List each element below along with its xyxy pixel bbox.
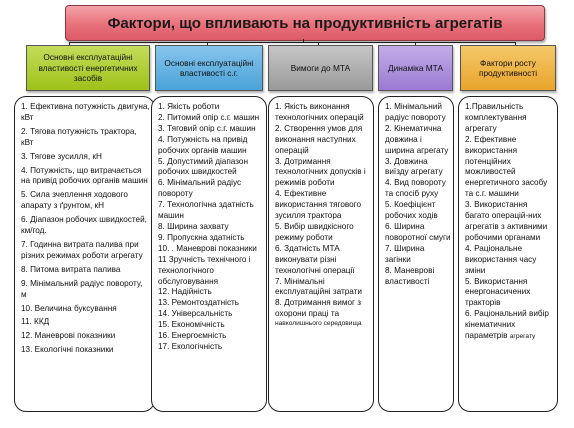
diagram-title: Фактори, що впливають на продуктивність агрегатів	[65, 5, 545, 41]
list-item: 3. Довжина виїзду агрегату	[385, 156, 443, 177]
list-item: 17. Екологічність	[158, 341, 223, 351]
list-item: 4. Вид повороту та спосіб руху	[385, 178, 446, 199]
list-item: 11. ККД	[21, 317, 50, 327]
list-item: 1. Ефективна потужність двигуна, кВт	[21, 102, 150, 122]
list-item: 3. Використання багато операцій-них агрегатів з активними робочими органами	[465, 200, 548, 242]
list-item: навколишнього середовища	[275, 320, 362, 328]
list-item: 5. Вибір швидкісного режиму роботи	[275, 221, 354, 242]
list-item: 2. Ефективне використання потенційних можливостей енергетичного засобу та с.г. машини	[465, 134, 548, 199]
list-item: 6. Діапазон робочих швидкостей, км/год.	[21, 215, 147, 236]
list-item: 2. Створення умов для виконання наступних операцій	[275, 123, 363, 155]
list-item: 13. Екологічні показники	[21, 345, 114, 355]
header-mta-requirements: Вимоги до МТА	[268, 45, 373, 91]
list-item: 5. Сила зчеплення ходового апарату з ґрунтом, кН	[21, 190, 128, 211]
list-item: 6. Ширина поворотної смуги	[385, 221, 451, 242]
list-item: 6. Здатність МТА виконувати різні технологічні операції	[275, 243, 355, 275]
list-item: 8. Питома витрата палива	[21, 264, 121, 274]
list-item: 1. Якість виконання технологічних операцій	[275, 102, 364, 122]
list-item: 9. Пропускна здатність	[158, 232, 245, 242]
list-item: 2. Тягова потужність трактора, кВт	[21, 126, 137, 147]
list-item: 1. Мінімальний радіус повороту	[385, 102, 446, 122]
list-item: 1. Якість роботи	[158, 102, 220, 111]
header-mta-dynamics: Динаміка МТА	[378, 45, 453, 91]
connector-horizontal	[69, 42, 515, 43]
list-item: 12. Маневрові показники	[21, 331, 116, 341]
list-item: 2. Кінематична довжина і ширина агрегату	[385, 123, 449, 155]
list-item: 7. Технологічна здатність машин	[158, 200, 254, 221]
list-item: 2. Питомий опір с.г. машин	[158, 112, 260, 122]
list-item: 3. Тягове зусилля, кН	[21, 151, 102, 161]
header-agri-machines: Основні експлуатаційні властивості с.г.	[155, 45, 263, 91]
list-item: 8. Ширина захвату	[158, 221, 229, 231]
list-item	[465, 309, 553, 342]
list-energy-means	[14, 96, 155, 412]
list-item: 9. Мінімальний радіус повороту, м	[21, 278, 143, 299]
list-item: 1.Правильність комплектування агрегату	[465, 102, 527, 133]
list-item: 8. Маневрові властивості	[385, 265, 435, 286]
list-item: 11 Зручність технічного і технологічного обслуговування	[158, 254, 251, 286]
list-item: 3. Дотримання технологічних допусків і режимів роботи	[275, 156, 366, 188]
list-item: 4. Потужність на привід робочих органів машин	[158, 134, 248, 155]
list-item: 5. Використання енергонасичених тракторів	[465, 276, 531, 308]
list-item: 7. Годинна витрата палива при різних режимах роботи агрегату	[21, 239, 143, 260]
list-item: 13. Ремонтоздатність	[158, 298, 240, 308]
list-mta-requirements	[268, 96, 374, 412]
list-item: 4. Ефективне використання тягового зусилля трактора	[275, 189, 362, 221]
list-agri-machines	[151, 96, 267, 412]
list-item: 4. Раціональне використання часу зміни	[465, 243, 537, 275]
list-item: 5. Допустимий діапазон робочих швидкостей	[158, 156, 248, 177]
list-item: 8. Дотримання вимог з охорони праці та	[275, 298, 362, 319]
list-item: 6. Мінімальний радіус повороту	[158, 178, 242, 199]
list-item: 10. Величина буксування	[21, 303, 117, 313]
list-item-suffix: агрегату	[509, 333, 536, 341]
header-growth-factors: Фактори росту продуктивності	[460, 45, 556, 91]
header-energy-means: Основні експлуатаційні властивості енергетичних засобів	[26, 45, 150, 91]
list-mta-dynamics	[378, 96, 454, 412]
list-item: 4. Потужність, що витрачається на привід робочих органів машин	[21, 165, 148, 186]
list-item: 12. Надійність	[158, 287, 212, 297]
list-item-text: 6. Раціональний вибір кінематичних параметрів	[465, 309, 549, 341]
list-item: 14. Універсальність	[158, 309, 233, 319]
list-item: 10. . Маневрові показники	[158, 243, 257, 253]
list-item: 3. Тяговий опір с.г. машин	[158, 123, 256, 133]
list-item: 7. Мінімальні експлуатаційні затрати	[275, 276, 362, 297]
list-item: 5. Коефіцієнт робочих ходів	[385, 200, 438, 221]
list-item: 15. Економічність	[158, 320, 225, 330]
list-item: 16. Енергоємність	[158, 331, 227, 341]
list-item: 7. Ширина загінки	[385, 243, 425, 264]
list-growth-factors	[458, 96, 558, 412]
